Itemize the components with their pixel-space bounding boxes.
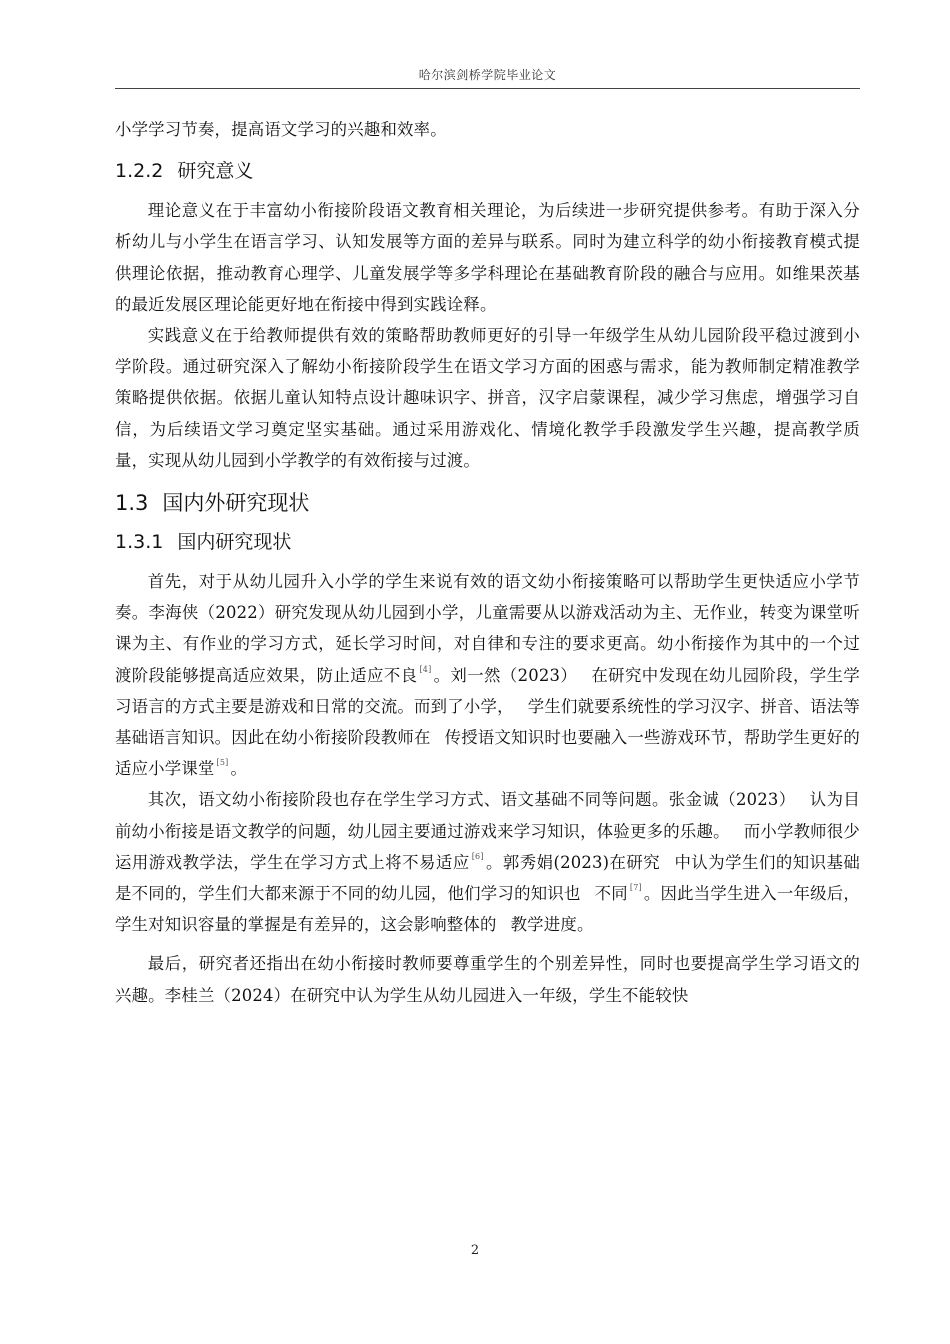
paragraph-second [115, 784, 860, 940]
text-run: 。 [230, 759, 248, 779]
page-header: 哈尔滨剑桥学院毕业论文 [418, 68, 557, 82]
section-number: 1.3 [115, 491, 149, 516]
paragraph-continuation: 小学学习节奏，提高语文学习的兴趣和效率。 [115, 120, 447, 139]
section-title: 研究意义 [177, 160, 254, 183]
section-heading-1-3-1 [115, 530, 860, 554]
text-run: 。刘一然（2023） [433, 665, 578, 685]
section-number: 1.3.1 [115, 531, 164, 554]
page-number: 2 [470, 1243, 480, 1258]
paragraph-theoretical-significance: 理论意义在于丰富幼小衔接阶段语文教育相关理论，为后续进一步研究提供参考。有助于深入分析幼儿与小学生在语言学习、认知发展等方面的差异与联系。同时为建立科学的幼小衔接教育模式提供理论依据，推动教育心理学、儿童发展学等多学科理论在基础教育阶段的融合与应用。如维果茨基的最近发展区理论能更好地在衔接中得到实践诠释。 [115, 201, 860, 314]
text-run: 传授语文知识时也要融入一些游戏环节，帮助学生更好的适应小学课堂 [115, 728, 860, 779]
text-run: 中认为学生们的知识基础是不同的，学生们大都来源于不同的幼儿园，他们学习的知识也 [115, 852, 861, 904]
text-run: 教学进度。 [510, 915, 594, 935]
section-number: 1.2.2 [115, 160, 164, 183]
paragraph-first [115, 566, 860, 784]
section-title: 国内研究现状 [177, 531, 292, 554]
text-run: 而小学教师很少运用游戏教学法，学生在学习方式上将不易适应 [115, 821, 860, 872]
text-run: 。郭秀娟(2023)在研究 [485, 852, 661, 872]
paragraph-last: 最后，研究者还指出在幼小衔接时教师要尊重学生的个别差异性，同时也要提高学生学习语文的兴趣。李桂兰（2024）在研究中认为学生从幼儿园进入一年级，学生不能较快 [115, 954, 860, 1005]
text-run: 在研究中发现在幼儿园阶段，学生学习语言的方式主要是游戏和日常的交流。而到了小学， [115, 665, 860, 716]
thesis-body [115, 114, 860, 1011]
text-run: 认为目前幼小衔接是语文教学的问题，幼儿园主要通过游戏来学习知识，体验更多的乐趣。 [115, 790, 860, 841]
citation-6: [6] [471, 851, 484, 861]
section-heading-1-3 [115, 490, 860, 516]
paragraph-practical-significance: 实践意义在于给教师提供有效的策略帮助教师更好的引导一年级学生从幼儿园阶段平稳过渡到小学阶段。通过研究深入了解幼小衔接阶段学生在语文学习方面的困惑与需求，能为教师制定精准教学策略提供依据。依据儿童认知特点设计趣味识字、拼音，汉字启蒙课程，减少学习焦虑，增强学习自信，为后续语文学习奠定坚实基础。通过采用游戏化、情境化教学手段激发学生兴趣，提高教学质量，实现从幼儿园到小学教学的有效衔接与过渡。 [115, 326, 860, 470]
citation-4: [4] [419, 664, 432, 674]
citation-5: [5] [216, 758, 229, 768]
text-run: 首先，对于从幼儿园升入小学的学生来说有效的语文幼小衔接策略可以帮助学生更快适应小学节奏。李海侠（2022）研究发现从幼儿园到小学，儿童需要从以游戏活动为主、无作业，转变为课堂听课为主、有作业的学习方式，延长学习时间，对自律和专注的要求更高。幼小衔接作为其中的一个过渡阶段能够提高适应效果，防止适应不良 [115, 572, 860, 685]
section-heading-1-2-2 [115, 159, 860, 183]
text-run: 学生们就要系统性的学习汉字、拼音、语法等基础语言知识。因此在幼小衔接阶段教师在 [115, 696, 860, 748]
citation-7: [7] [629, 883, 642, 893]
text-run: 其次，语文幼小衔接阶段也存在学生学习方式、语文基础不同等问题。张金诚（2023） [147, 790, 796, 810]
text-run: 。因此当学生进入一年级后，学生对知识容量的掌握是有差异的，这会影响整体的 [115, 884, 860, 935]
header-divider [115, 88, 860, 89]
section-title: 国内外研究现状 [162, 491, 310, 516]
text-run: 不同 [594, 884, 628, 904]
